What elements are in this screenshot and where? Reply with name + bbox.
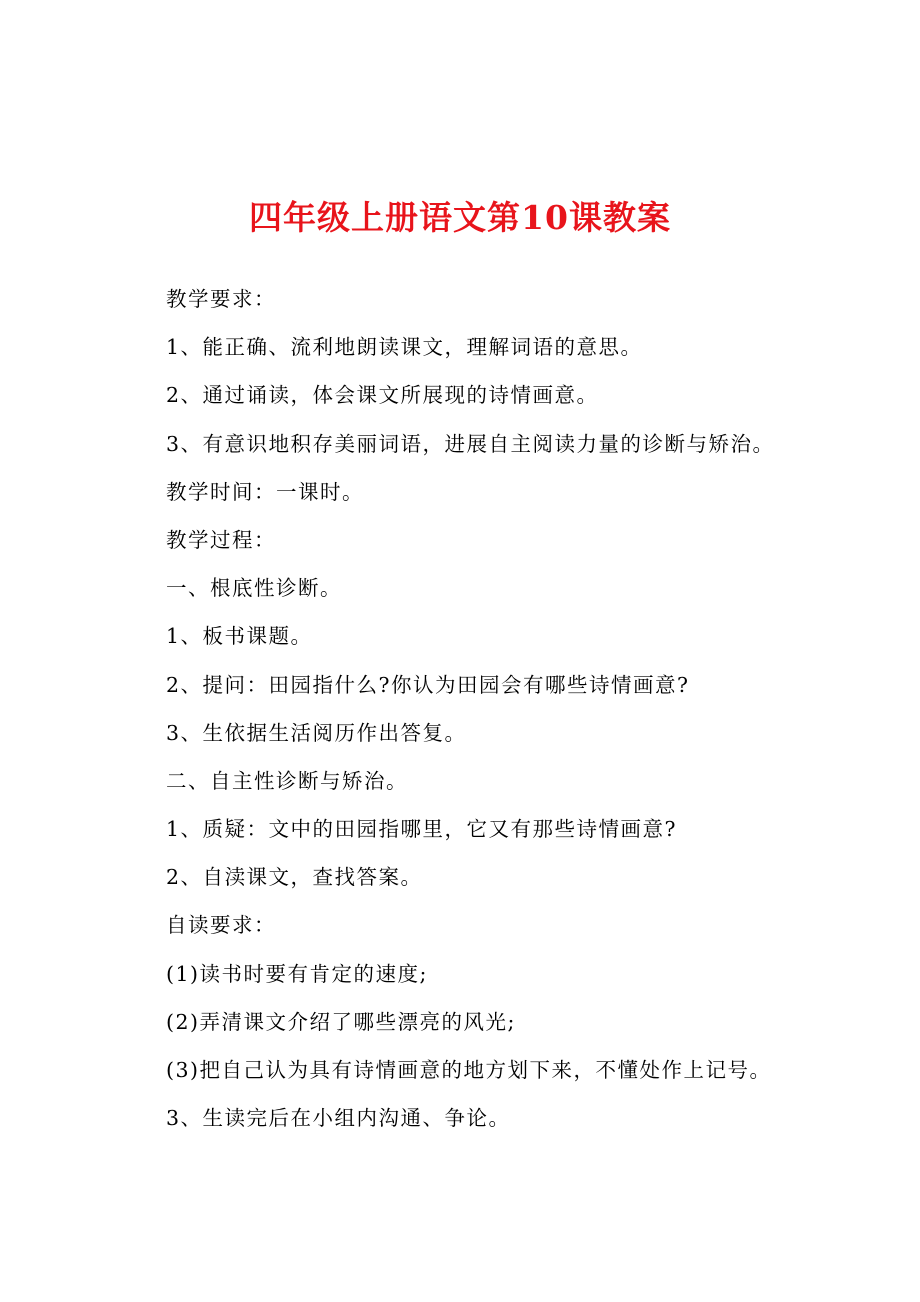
text-line: 教学要求： xyxy=(166,287,276,311)
text-line: 一、根底性诊断。 xyxy=(166,576,342,601)
text-line: 2、通过诵读，体会课文所展现的诗情画意。 xyxy=(166,383,599,408)
document-body xyxy=(166,281,866,1148)
text-line: 自读要求： xyxy=(166,913,276,938)
text-line: 1、能正确、流利地朗读课文，理解词语的意思。 xyxy=(166,335,643,360)
text-line: 二、自主性诊断与矫治。 xyxy=(166,768,408,793)
text-line: 2、提问：田园指什么?你认为田园会有哪些诗情画意? xyxy=(166,672,690,697)
text-line: (3)把自己认为具有诗情画意的地方划下来，不懂处作上记号。 xyxy=(166,1058,772,1082)
text-line: 1、板书课题。 xyxy=(166,624,313,649)
text-line: 3、生读完后在小组内沟通、争论。 xyxy=(166,1106,511,1131)
text-line: 2、自渎课文，查找答案。 xyxy=(166,865,423,890)
text-line: 3、有意识地积存美丽词语，进展自主阅读力量的诊断与矫治。 xyxy=(166,431,775,456)
text-line: 教学过程： xyxy=(166,527,276,552)
document-title: 四年级上册语文第10课教案 xyxy=(249,198,671,237)
text-line: (1)读书时要有肯定的速度; xyxy=(166,961,428,986)
text-line: (2)弄清课文介绍了哪些漂亮的风光; xyxy=(166,1009,516,1034)
text-line: 3、生依据生活阅历作出答复。 xyxy=(166,720,467,745)
text-line: 1、质疑：文中的田园指哪里，它又有那些诗情画意? xyxy=(166,817,678,842)
text-line: 教学时间：一课时。 xyxy=(166,479,364,504)
